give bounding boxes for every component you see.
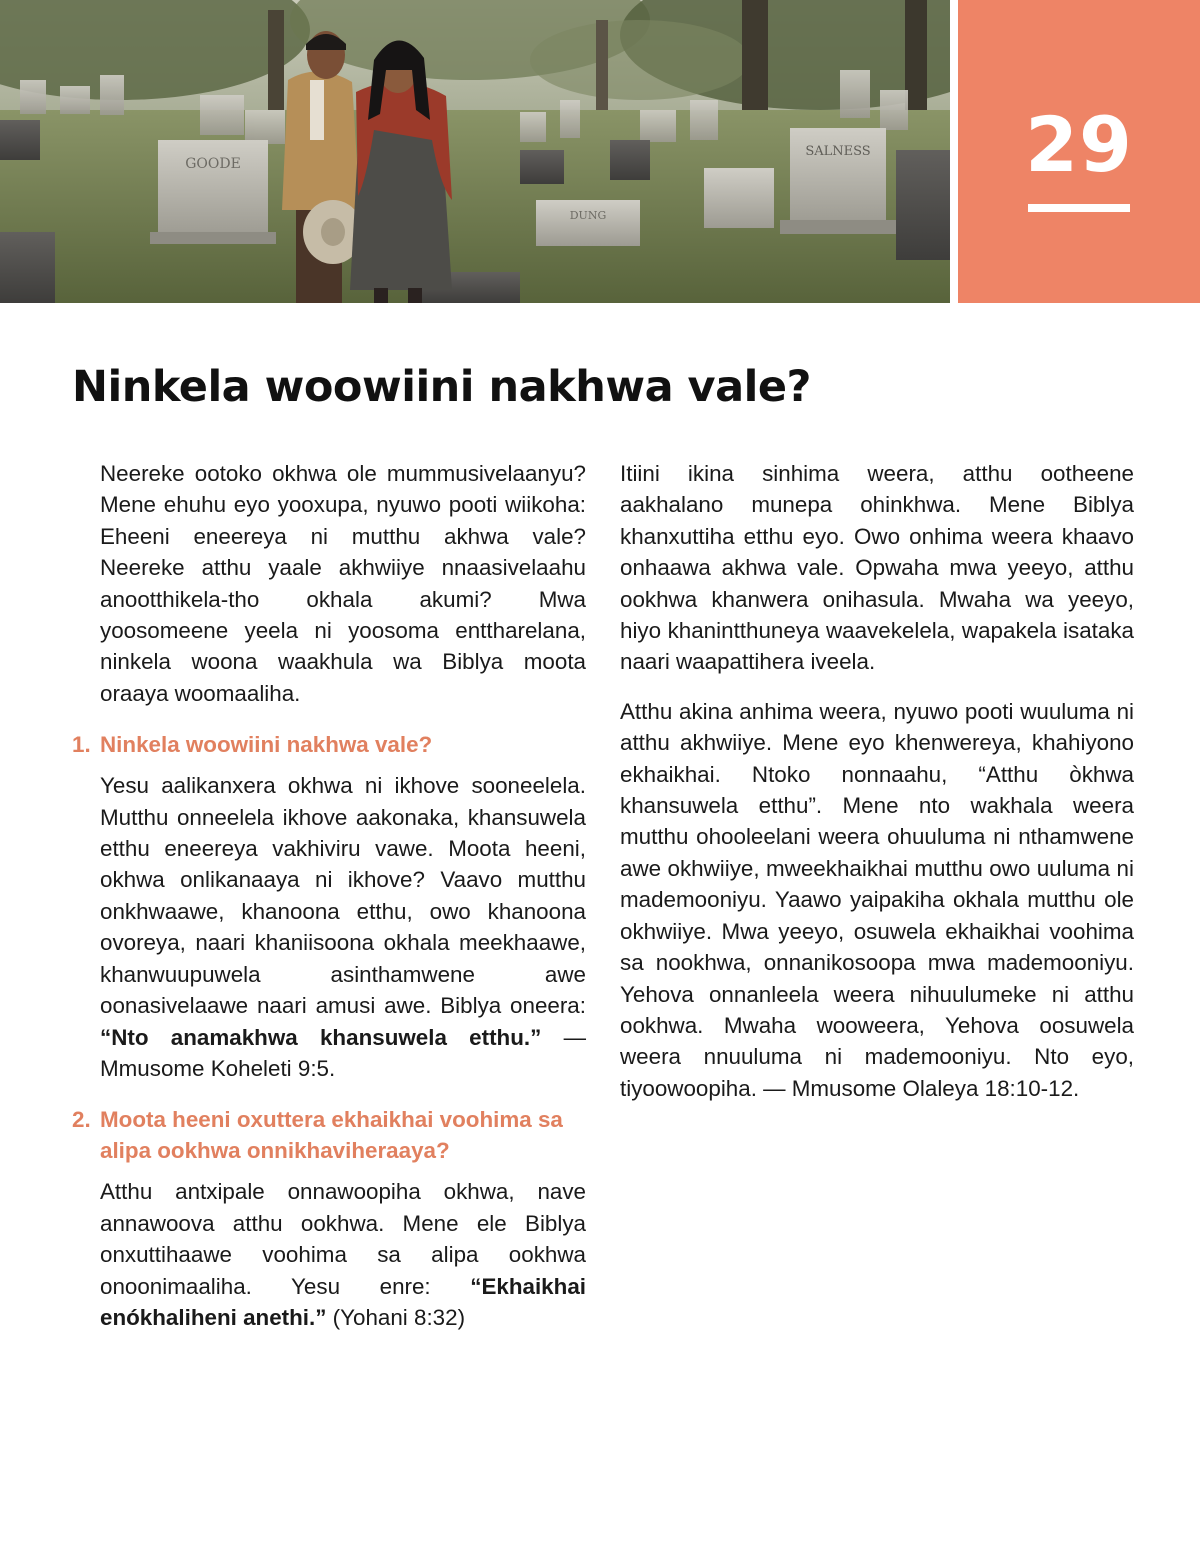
chapter-number-box <box>958 0 1200 303</box>
right-paragraph-2: Atthu akina anhima weera, nyuwo pooti wuuluma ni atthu akhwiiye. Mene eyo khenwereya, khahiyono ekhaikhai. Ntoko nonnaahu, “Atthu òkhwa khansuwela etthu”. Mene nto wakhala weera mutthu ohooleelani weera ohuuluma ni nthamwene awe okhwiiye, mweekhaikhai mutthu owo uuluma ni mademooniyu. Yaawo yaipakiha okhala mutthu ole okhwiiye. Mwa yeeyo, osuwela ekhaikhai voohima sa nookhwa, onnanikosoopa mwa mademooniyu. Yehova onnanleela weera nihuulumeke ni atthu ookhwa. Mwaha wooweera, Yehova oosuwela weera nnuuluma ni mademooniyu. Nto eyo, tiyoowoopiha. — Mmusome Olaleya 18:10-12. <box>620 698 1134 1101</box>
cemetery-illustration <box>0 0 950 303</box>
right-column <box>620 458 1134 1122</box>
question-number: 2. <box>72 1107 91 1133</box>
chapter-number: 29 <box>1025 100 1133 189</box>
intro-paragraph: Neereke ootoko okhwa ole mummusivelaanyu? Mene ehuhu eyo yooxupa, nyuwo pooti wiikoha: Eheeni eneereya ni mutthu akhwa vale? Neereke atthu yaale akhwiiye nnaasivelaahu anootthikela-tho okhala akumi? Mwa yoosomeene yeela ni yoosoma enttharelana, ninkela woona waakhula wa Biblya moota oraaya woomaaliha. <box>100 461 586 706</box>
question-1-answer <box>72 770 586 1084</box>
answer-text: Atthu antxipale onnawoopiha okhwa, nave annawoova atthu ookhwa. Mene ele Biblya onxuttihaawe voohima sa alipa ookhwa onoonimaaliha. Yesu enre: <box>100 1179 586 1299</box>
tombstone-name: SALNESS <box>805 144 871 159</box>
chapter-rule <box>1028 204 1130 212</box>
scripture-reference: — Mmusome Koheleti 9:5. <box>100 1024 586 1081</box>
page-title: Ninkela woowiini nakhwa vale? <box>72 362 811 412</box>
question-number: 1. <box>72 732 91 758</box>
answer-text: Yesu aalikanxera okhwa ni ikhove sooneelela. Mutthu onneelela ikhove aakonaka, khansuwela etthu eneereya vakhiviru vawe. Moota heeni, okhwa onlikanaaya ni ikhove? Vaavo mutthu onkhwaawe, khanoona etthu, owo khanoona ovoreya, naari khaniisoona okhala meekhaawe, khanwuupuwela asinthamwene awe oonasivelaawe naari amusi awe. Biblya oneera: <box>100 773 586 1019</box>
question-text: Moota heeni oxuttera ekhaikhai voohima sa alipa ookhwa onnikhaviheraaya? <box>100 1107 563 1164</box>
scripture-quote: “Nto anamakhwa khansuwela etthu.” <box>100 1024 542 1050</box>
question-text: Ninkela woowiini nakhwa vale? <box>100 732 433 758</box>
left-column <box>72 458 586 1351</box>
question-2 <box>72 1104 586 1166</box>
scripture-quote: “Ekhaikhai enókhaliheni anethi.” <box>100 1273 586 1330</box>
question-2-answer <box>72 1176 586 1333</box>
tombstone-name: GOODE <box>185 156 241 172</box>
tombstone-name: DUNG <box>569 209 607 222</box>
right-paragraph-1: Itiini ikina sinhima weera, atthu ootheene aakhalano munepa ohinkhwa. Mene Biblya khanxuttiha etthu eyo. Owo onhima weera khaavo onhaawa akhwa vale. Opwaha mwa yeeyo, atthu ookhwa khanwera onihasula. Mwaha wa yeeyo, hiyo khanintthuneya waavekelela, wapakela isataka naari waapattihera iveela. <box>620 461 1134 675</box>
question-1 <box>72 729 586 760</box>
scripture-reference: (Yohani 8:32) <box>326 1304 466 1330</box>
header-photo <box>0 0 950 303</box>
